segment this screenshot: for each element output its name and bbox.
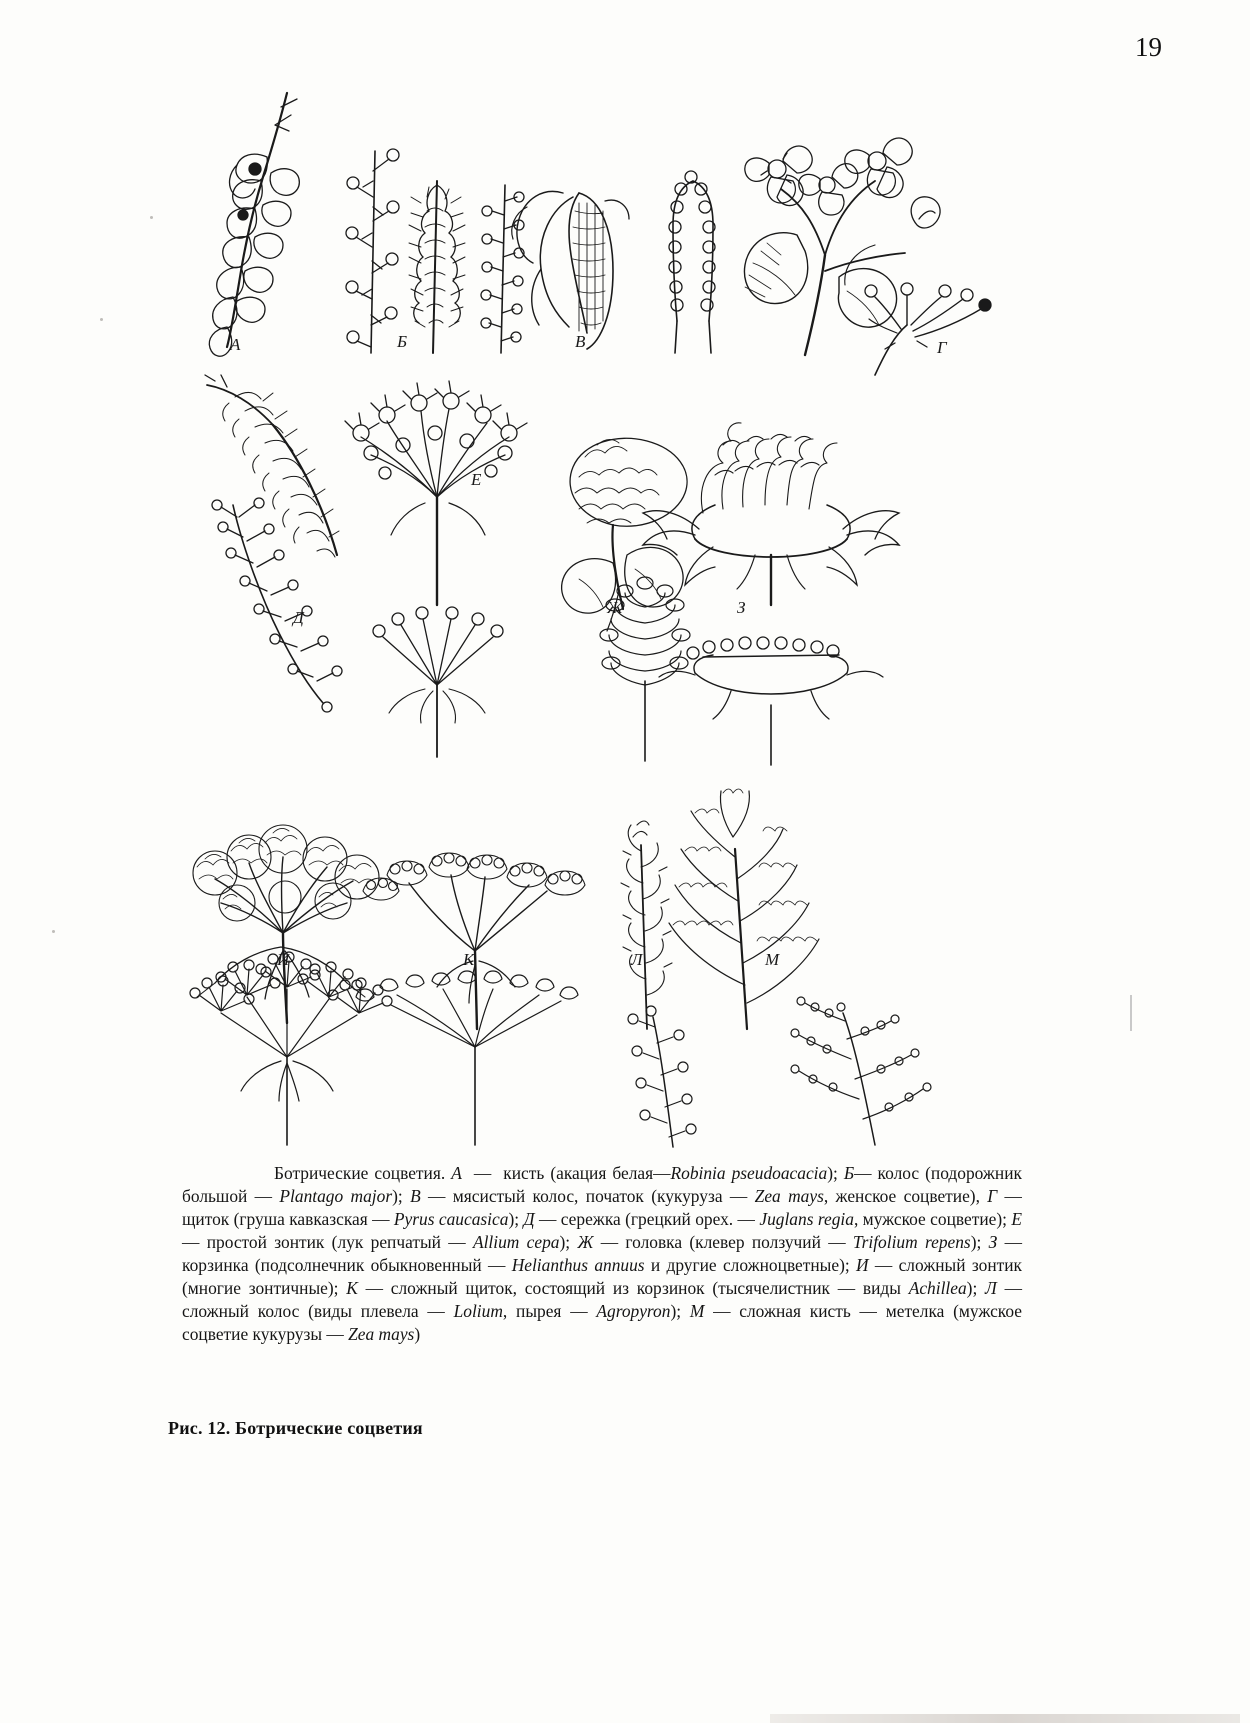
diagram-z-capitulum <box>643 423 899 605</box>
figure-caption: Ботрические соцветия. А — кисть (акация белая—Robinia pseudoacacia); Б— колос (подорожник большой — Plantago major); В — мясистый колос, початок (кукуруза — Zea mays, женское соцветие), Г — щиток (груша кавказская — Pyrus caucasica); Д — сережка (грецкий орех. — Juglans regia, мужское соцветие); Е — простой зонтик (лук репчатый — Allium cepa); Ж — головка (клевер ползучий — Trifolium repens); З — корзинка (подсолнечник обыкновенный — Helianthus annuus и другие сложноцветные); И — сложный зонтик (многие зонтичные); К — сложный щиток, состоящий из корзинок (тысячелистник — виды Achillea); Л — сложный колос (виды плевела — Lolium, пырея — Agropyron); М — сложная кисть — метелка (мужское соцветие кукурузы — Zea mays) <box>182 1163 1022 1344</box>
diagram-i-compound-umbel <box>193 825 379 1023</box>
diagram-v-scheme <box>669 171 715 353</box>
diagram-z-scheme <box>659 637 883 765</box>
diagram-e-scheme <box>373 607 503 757</box>
diagram-d-catkin <box>205 375 339 557</box>
scan-speck <box>52 930 55 933</box>
diagram-g-scheme <box>865 283 991 375</box>
diagram-g-corymb <box>744 138 940 355</box>
figure-label-g: Г <box>937 338 947 357</box>
diagram-b-spike <box>409 181 465 353</box>
diagram-m-scheme <box>791 997 931 1145</box>
diagram-v-corn <box>512 191 629 349</box>
scan-smudge <box>770 1714 1240 1723</box>
figure-number: Рис. 12. Ботрические соцветия <box>168 1418 423 1438</box>
figure-label-a: А <box>230 335 241 354</box>
scan-speck <box>100 318 103 321</box>
figure-label-d: Д <box>293 608 304 627</box>
diagram-zh-head <box>562 438 687 631</box>
figure-label-l: Л <box>631 950 643 969</box>
diagram-m-panicle <box>669 789 819 1029</box>
figure-plate <box>175 85 1015 1150</box>
diagram-k-compound-corymb <box>363 853 585 1029</box>
scan-speck <box>150 216 153 219</box>
diagram-l-compound-spike <box>621 821 672 1029</box>
figure-label-i: И <box>277 950 290 969</box>
figure-label-m: М <box>765 950 780 969</box>
diagram-d-scheme <box>212 498 342 712</box>
figure-label-e: Е <box>471 470 482 489</box>
caption-line-1: Ботрические соцветия. А — кисть (акация белая—Robinia pseudoacacia); Б— <box>274 1163 872 1183</box>
figure-label-k: К <box>463 950 475 969</box>
figure-label-v: В <box>575 332 586 351</box>
diagram-l-scheme <box>628 1006 696 1147</box>
diagram-a-scheme <box>346 149 399 353</box>
figure-label-z: З <box>737 598 746 617</box>
figure-label-b: Б <box>397 332 408 351</box>
page-edge-mark <box>1130 995 1132 1031</box>
diagram-a-raceme <box>209 93 299 356</box>
figure-label-zh: Ж <box>607 598 623 617</box>
diagram-b-scheme <box>481 185 524 353</box>
page-number: 19 <box>1135 32 1162 62</box>
diagram-e-umbel <box>345 381 527 605</box>
diagram-i-scheme <box>190 952 392 1145</box>
